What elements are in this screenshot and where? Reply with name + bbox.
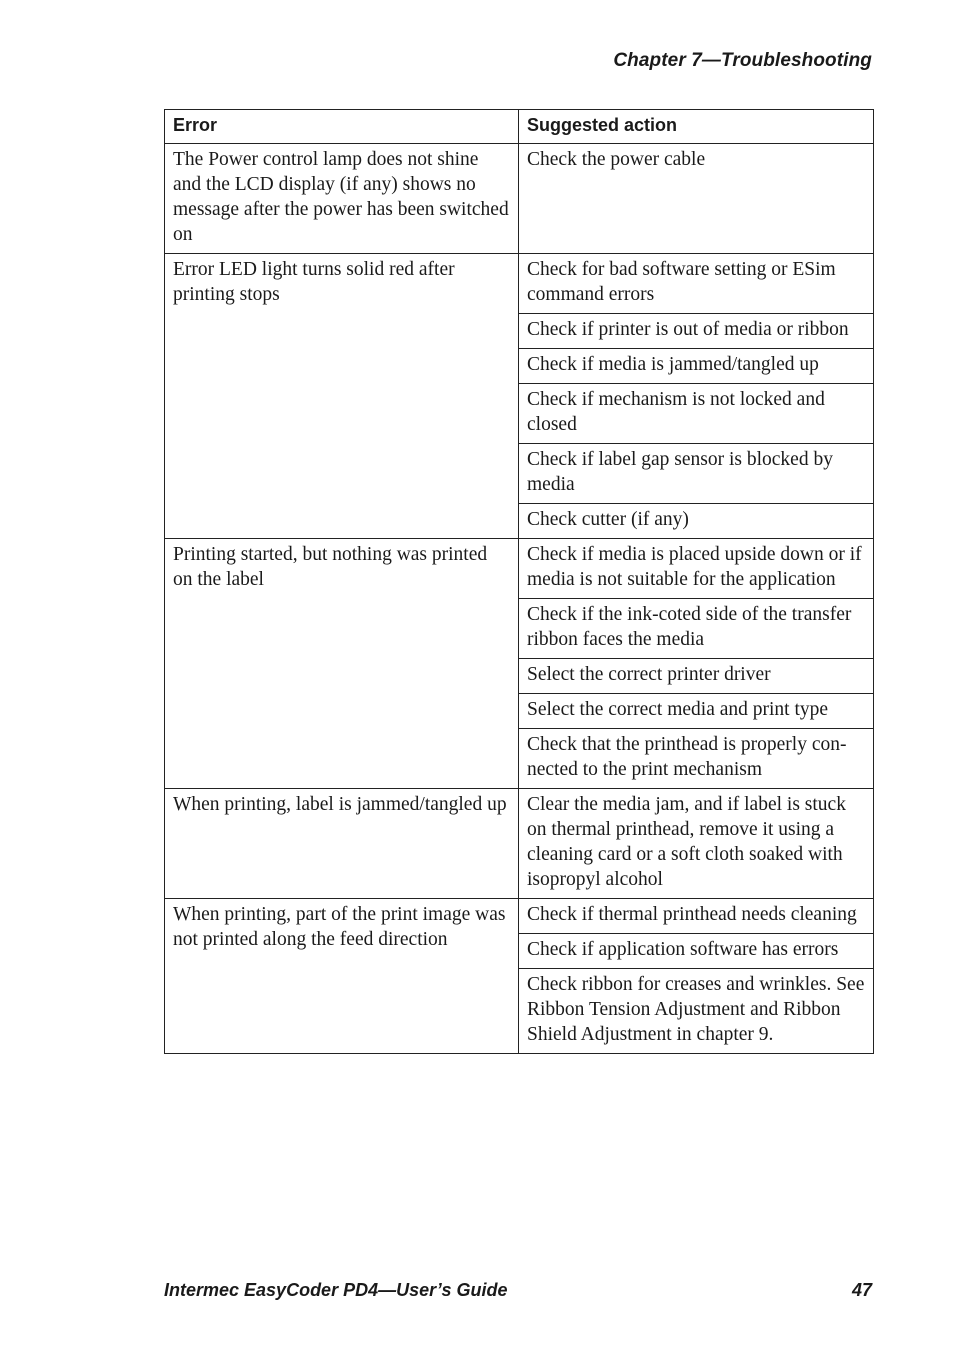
column-header-suggested-action: Suggested action xyxy=(519,110,874,144)
action-cell: Check if media is jammed/tangled up xyxy=(519,349,874,384)
troubleshooting-table xyxy=(164,109,874,1054)
action-cell: Clear the media jam, and if label is stuck on thermal printhead, remove it using a cleaning card or a soft cloth soaked with isopropyl alcohol xyxy=(519,789,874,899)
table-row xyxy=(165,144,874,254)
action-cell: Select the correct printer driver xyxy=(519,659,874,694)
error-cell: Printing started, but nothing was printed on the label xyxy=(165,539,519,789)
action-cell: Check the power cable xyxy=(519,144,874,254)
footer-guide-title: Intermec EasyCoder PD4—User’s Guide xyxy=(164,1280,508,1300)
action-cell: Check if application software has errors xyxy=(519,934,874,969)
action-cell: Check if media is placed upside down or if media is not suitable for the application xyxy=(519,539,874,599)
action-cell: Check if thermal printhead needs cleaning xyxy=(519,899,874,934)
chapter-header: Chapter 7—Troubleshooting xyxy=(613,50,872,71)
action-cell: Check for bad software setting or ESim command errors xyxy=(519,254,874,314)
action-cell: Select the correct media and print type xyxy=(519,694,874,729)
table-row xyxy=(165,789,874,899)
action-cell: Check that the printhead is properly con-nected to the print mechanism xyxy=(519,729,874,789)
action-cell: Check if the ink-coted side of the transfer ribbon faces the media xyxy=(519,599,874,659)
error-cell: Error LED light turns solid red after printing stops xyxy=(165,254,519,539)
action-cell: Check if label gap sensor is blocked by media xyxy=(519,444,874,504)
action-cell: Check ribbon for creases and wrinkles. See Ribbon Tension Adjustment and Ribbon Shield Adjustment in chapter 9. xyxy=(519,969,874,1054)
table-row xyxy=(165,899,874,934)
error-cell: When printing, label is jammed/tangled up xyxy=(165,789,519,899)
action-cell: Check if mechanism is not locked and closed xyxy=(519,384,874,444)
footer-page-number: 47 xyxy=(851,1280,872,1300)
table-row xyxy=(165,254,874,314)
error-cell: The Power control lamp does not shine and the LCD display (if any) shows no message after the power has been switched on xyxy=(165,144,519,254)
column-header-error: Error xyxy=(165,110,519,144)
error-cell: When printing, part of the print image was not printed along the feed direction xyxy=(165,899,519,1054)
action-cell: Check cutter (if any) xyxy=(519,504,874,539)
action-cell: Check if printer is out of media or ribbon xyxy=(519,314,874,349)
table-header-row xyxy=(165,110,874,144)
table-row xyxy=(165,539,874,599)
